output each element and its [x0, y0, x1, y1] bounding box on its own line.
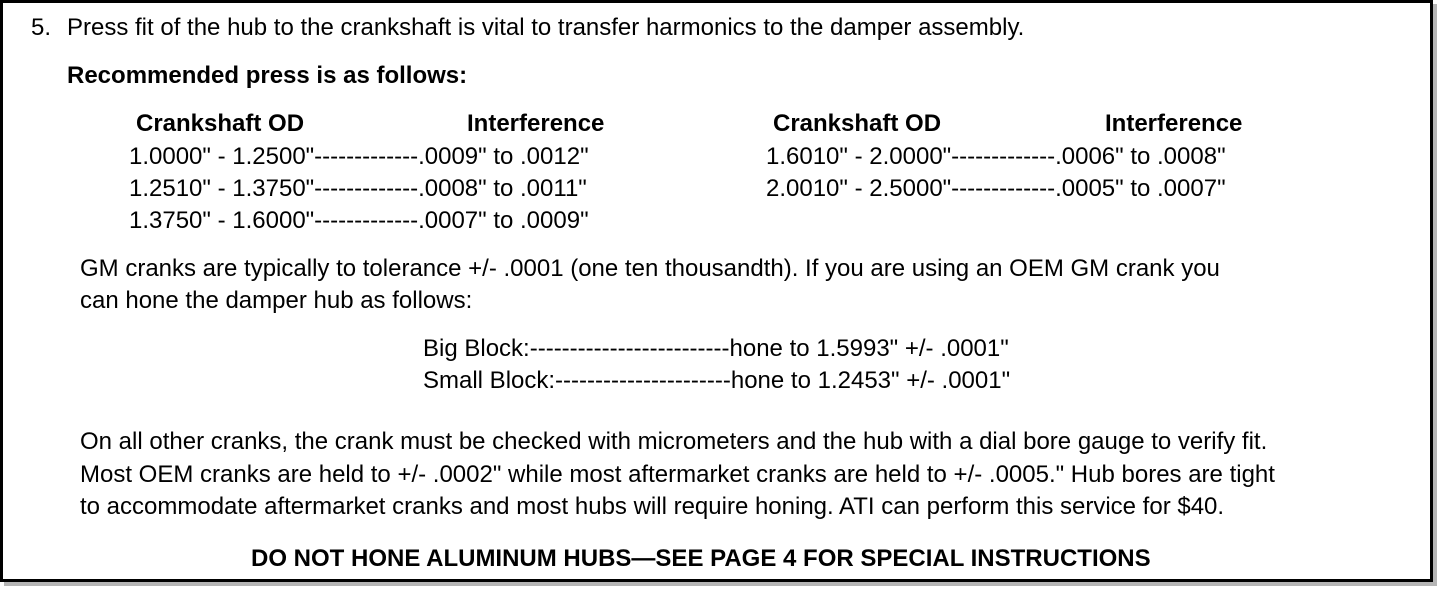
- gm-paragraph-line: can hone the damper hub as follows:: [80, 287, 473, 314]
- warning-text: DO NOT HONE ALUMINUM HUBS—SEE PAGE 4 FOR SPECIAL INSTRUCTIONS: [251, 545, 1151, 572]
- left-table-row: 1.2510" - 1.3750"-------------.0008" to .0011": [129, 175, 587, 202]
- right-header-crankshaft-od: Crankshaft OD: [773, 110, 942, 137]
- hone-spec-small-block: Small Block:----------------------hone to 1.2453" +/- .0001": [423, 367, 1011, 394]
- item-number: 5.: [31, 14, 52, 41]
- left-table-row: 1.0000" - 1.2500"-------------.0009" to .0012": [129, 143, 589, 170]
- hone-spec-big-block: Big Block:-------------------------hone to 1.5993" +/- .0001": [423, 335, 1009, 362]
- right-table-row: 2.0010" - 2.5000"-------------.0005" to .0007": [766, 175, 1226, 202]
- left-header-interference: Interference: [467, 110, 605, 137]
- gm-paragraph-line: GM cranks are typically to tolerance +/- .0001 (one ten thousandth). If you are using an OEM GM crank you: [80, 255, 1220, 282]
- left-header-crankshaft-od: Crankshaft OD: [136, 110, 305, 137]
- right-table-row: 1.6010" - 2.0000"-------------.0006" to .0008": [766, 143, 1226, 170]
- recommended-heading: Recommended press is as follows:: [67, 62, 468, 89]
- other-paragraph-line: Most OEM cranks are held to +/- .0002" while most aftermarket cranks are held to +/- .0005." Hub bores are tight: [80, 461, 1275, 488]
- other-paragraph-line: On all other cranks, the crank must be checked with micrometers and the hub with a dial bore gauge to verify fit.: [80, 428, 1268, 455]
- item-text: Press fit of the hub to the crankshaft is vital to transfer harmonics to the damper assembly.: [67, 14, 1025, 41]
- right-header-interference: Interference: [1105, 110, 1243, 137]
- left-table-row: 1.3750" - 1.6000"-------------.0007" to .0009": [129, 207, 589, 234]
- other-paragraph-line: to accommodate aftermarket cranks and most hubs will require honing. ATI can perform this service for $40.: [80, 493, 1225, 520]
